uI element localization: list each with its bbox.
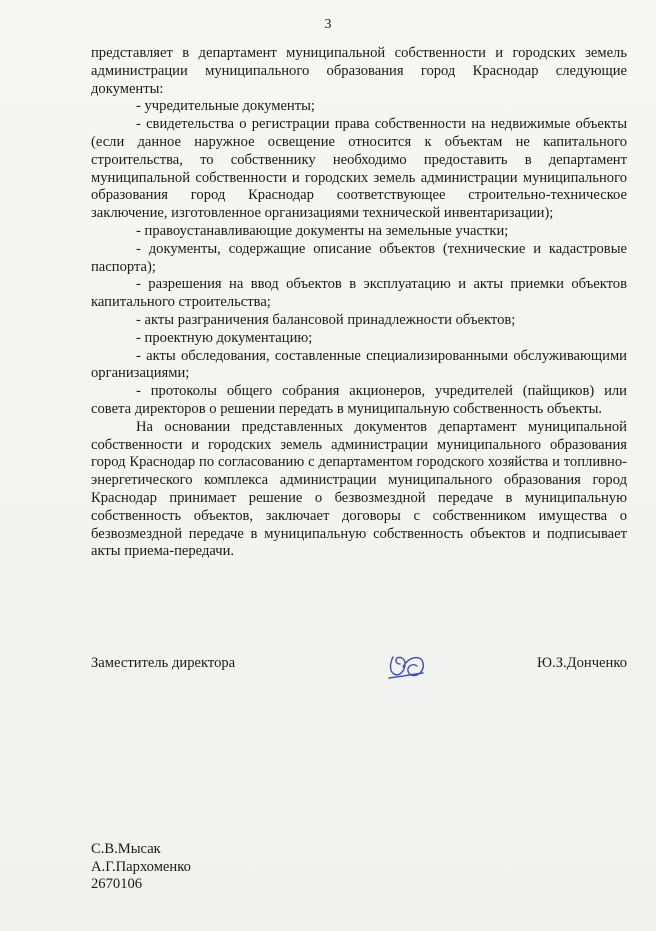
page-number: 3 [324, 17, 332, 32]
executors-block [91, 841, 191, 894]
list-item-ownership-certificates: - свидетельства о регистрации права собственности на недвижимые объекты (если данное наружное освещение относится к объектам не капитального строительства, то собственнику необходимо предоставить в департамент муниципальной собственности и городских земель администрации муниципального образования город Краснодар соответствующее строительно-техническое заключение, изготовленное организациями технической инвентаризации); [91, 116, 627, 222]
signatory-name: Ю.З.Донченко [537, 655, 627, 671]
document-body [91, 45, 627, 561]
executor-name: А.Г.Пархоменко [91, 858, 191, 875]
executor-name: С.В.Мысак [91, 841, 161, 857]
handwritten-signature [383, 647, 431, 683]
list-item-object-descriptions: - документы, содержащие описание объектов (технические и кадастровые паспорта); [91, 240, 627, 275]
paragraph-decision: На основании представленных документов департамент муниципальной собственности и городских земель администрации муниципального образования город Краснодар по согласованию с департаментом городского хозяйства и топливно-энергетического комплекса администрации муниципального образования город Краснодар принимает решение о безвозмездной передаче в муниципальную собственность объектов, заключает договоры с собственником имущества о безвозмездной передаче в муниципальную собственность объектов и подписывает акты приема-передачи. [91, 418, 627, 560]
executor-phone: 2670106 [91, 876, 143, 892]
paragraph-intro: представляет в департамент муниципальной собственности и городских земель администрации муниципального образования город Краснодар следующие документы: [91, 45, 627, 97]
list-item-meeting-minutes: - протоколы общего собрания акционеров, учредителей (пайщиков) или совета директоров о решении передать в муниципальную собственность объекты. [91, 383, 627, 417]
signatory-position: Заместитель директора [91, 655, 236, 671]
list-item-balance-acts: - акты разграничения балансовой принадлежности объектов; [136, 311, 516, 328]
list-item-founding-docs: - учредительные документы; [136, 98, 315, 115]
list-item-inspection-acts: - акты обследования, составленные специализированными обслуживающими организациями; [91, 347, 627, 382]
signature-block [91, 655, 627, 685]
list-item-land-title-docs: - правоустанавливающие документы на земельные участки; [136, 222, 509, 239]
list-item-commissioning-permits: - разрешения на ввод объектов в эксплуатацию и акты приемки объектов капитального строительства; [91, 276, 627, 311]
list-item-project-docs: - проектную документацию; [136, 329, 313, 346]
